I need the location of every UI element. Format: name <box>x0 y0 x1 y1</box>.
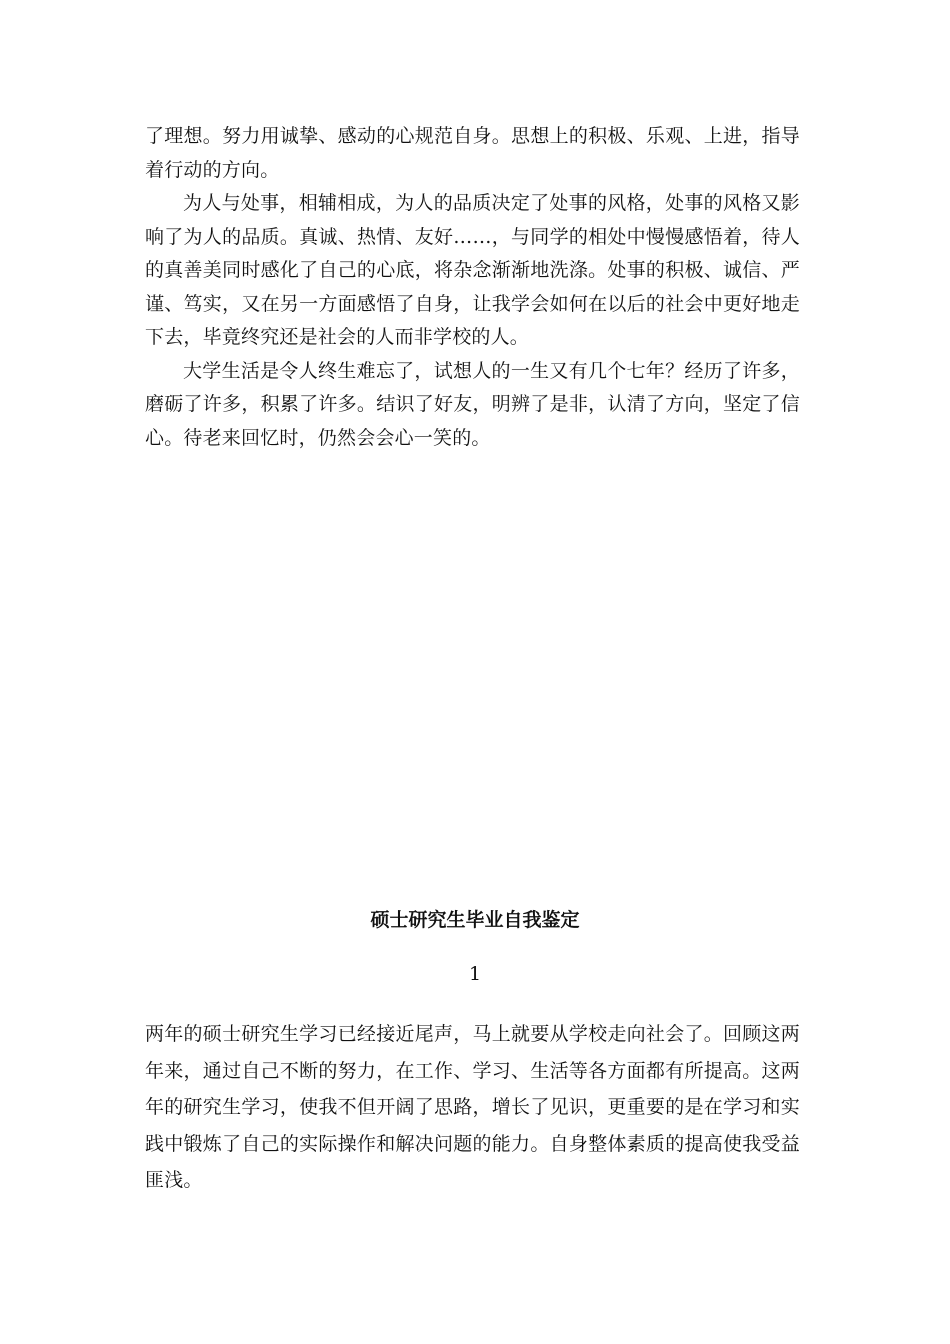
bottom-text-block <box>145 1016 800 1199</box>
paragraph-conduct: 为人与处事，相辅相成，为人的品质决定了处事的风格，处事的风格又影响了为人的品质。真诚、热情、友好……，与同学的相处中慢慢感悟着，待人的真善美同时感化了自己的心底，将杂念渐渐地洗涤。处事的积极、诚信、严谨、笃实，又在另一方面感悟了自身，让我学会如何在以后的社会中更好地走下去，毕竟终究还是社会的人而非学校的人。 <box>145 192 800 348</box>
paragraph-college-life: 大学生活是令人终生难忘了，试想人的一生又有几个七年？经历了许多，磨砺了许多，积累了许多。结识了好友，明辨了是非，认清了方向，坚定了信心。待老来回忆时，仍然会会心一笑的。 <box>145 359 800 449</box>
section-number: 1 <box>468 963 482 985</box>
paragraph-continuation: 了理想。努力用诚挚、感动的心规范自身。思想上的积极、乐观、上进，指导着行动的方向。 <box>145 125 800 181</box>
paragraph-graduate-study: 两年的硕士研究生学习已经接近尾声，马上就要从学校走向社会了。回顾这两年来，通过自己不断的努力，在工作、学习、生活等各方面都有所提高。这两年的研究生学习，使我不但开阔了思路，增长了见识，更重要的是在学习和实践中锻炼了自己的实际操作和解决问题的能力。自身整体素质的提高使我受益匪浅。 <box>145 1023 800 1191</box>
section-title: 硕士研究生毕业自我鉴定 <box>370 909 580 931</box>
top-text-block <box>145 120 800 455</box>
